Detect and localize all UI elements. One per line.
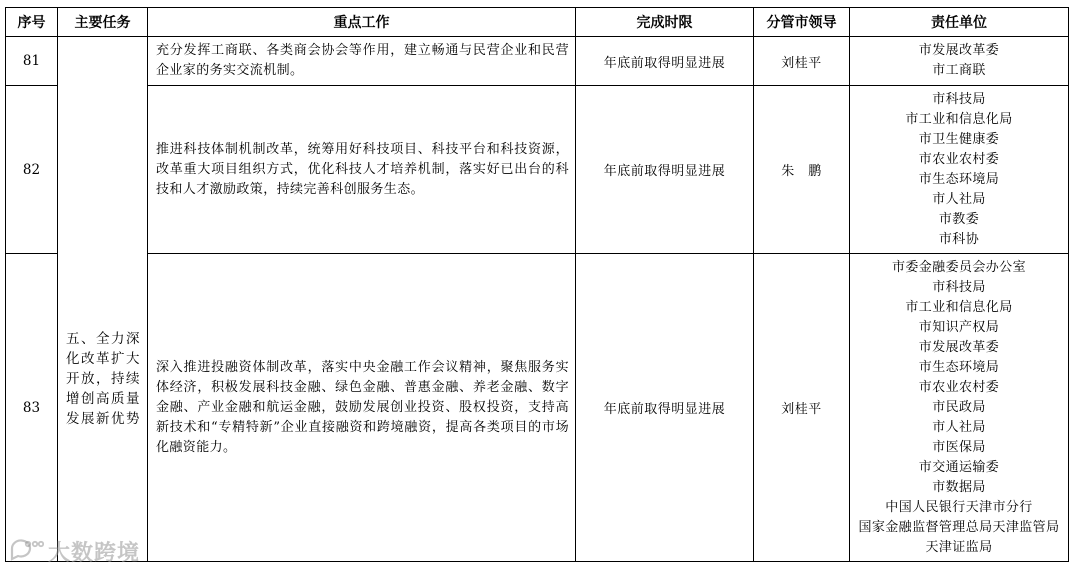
task-table — [5, 7, 1069, 562]
header-unit: 责任单位 — [850, 8, 1069, 37]
row-deadline: 年底前取得明显进展 — [576, 254, 754, 562]
unit-item: 市科技局 — [932, 279, 986, 295]
unit-item: 市工业和信息化局 — [905, 111, 1013, 127]
watermark-text: 大数跨境 — [48, 540, 141, 566]
table-row — [6, 86, 1069, 254]
row-deadline: 年底前取得明显进展 — [576, 86, 754, 254]
unit-item: 市工商联 — [932, 63, 986, 78]
unit-item: 市生态环境局 — [918, 359, 1000, 375]
chat-bubble-logo-icon — [8, 535, 44, 567]
unit-item: 市生态环境局 — [918, 171, 1000, 187]
row-leader: 刘桂平 — [754, 254, 850, 562]
row-units — [850, 254, 1069, 562]
row-units — [850, 86, 1069, 254]
unit-item: 国家金融监督管理总局天津监管局 — [858, 519, 1060, 535]
row-seq: 83 — [6, 254, 58, 562]
unit-item: 市人社局 — [932, 191, 986, 207]
header-work: 重点工作 — [148, 8, 576, 37]
row-deadline: 年底前取得明显进展 — [576, 37, 754, 86]
header-seq: 序号 — [6, 8, 58, 37]
watermark — [8, 535, 140, 567]
unit-item: 市工业和信息化局 — [905, 299, 1013, 315]
table-row — [6, 254, 1069, 562]
unit-item: 市知识产权局 — [918, 319, 1000, 335]
unit-item: 市委金融委员会办公室 — [891, 259, 1026, 275]
unit-item: 市卫生健康委 — [918, 131, 1000, 147]
unit-item: 市医保局 — [932, 439, 986, 455]
header-deadline: 完成时限 — [576, 8, 754, 37]
unit-item: 市交通运输委 — [918, 459, 1000, 475]
row-work: 充分发挥工商联、各类商会协会等作用，建立畅通与民营企业和民营企业家的务实交流机制。 — [148, 37, 576, 86]
category-text: 五、全力深化改革扩大开放，持续增创高质量发展新优势 — [66, 331, 141, 427]
row-work: 推进科技体制机制改革，统筹用好科技项目、科技平台和科技资源，改革重大项目组织方式，优化科技人才培养机制，落实好已出台的科技和人才激励政策，持续完善科创服务生态。 — [148, 86, 576, 254]
header-leader: 分管市领导 — [754, 8, 850, 37]
unit-item: 市农业农村委 — [918, 379, 1000, 395]
unit-item: 市教委 — [938, 211, 980, 227]
row-leader: 朱 鹏 — [754, 86, 850, 254]
unit-item: 市人社局 — [932, 419, 986, 435]
unit-item: 市数据局 — [932, 479, 986, 495]
row-seq: 82 — [6, 86, 58, 254]
header-row — [6, 8, 1069, 37]
category-cell — [58, 37, 148, 562]
unit-item: 天津证监局 — [925, 539, 993, 555]
row-units — [850, 37, 1069, 86]
unit-item: 市科技局 — [932, 91, 986, 107]
unit-item: 市民政局 — [932, 399, 986, 415]
unit-item: 市农业农村委 — [918, 151, 1000, 167]
unit-item: 市科协 — [938, 231, 980, 247]
row-seq: 81 — [6, 37, 58, 86]
unit-item: 中国人民银行天津市分行 — [885, 499, 1033, 515]
header-task: 主要任务 — [58, 8, 148, 37]
table-row — [6, 37, 1069, 86]
row-leader: 刘桂平 — [754, 37, 850, 86]
unit-item: 市发展改革委 — [918, 43, 1000, 58]
row-work: 深入推进投融资体制改革，落实中央金融工作会议精神，聚焦服务实体经济，积极发展科技金融、绿色金融、普惠金融、养老金融、数字金融、产业金融和航运金融，鼓励发展创业投资、股权投资，支持高新技术和“专精特新”企业直接融资和跨境融资，提高各类项目的市场化融资能力。 — [148, 254, 576, 562]
unit-item: 市发展改革委 — [918, 339, 1000, 355]
